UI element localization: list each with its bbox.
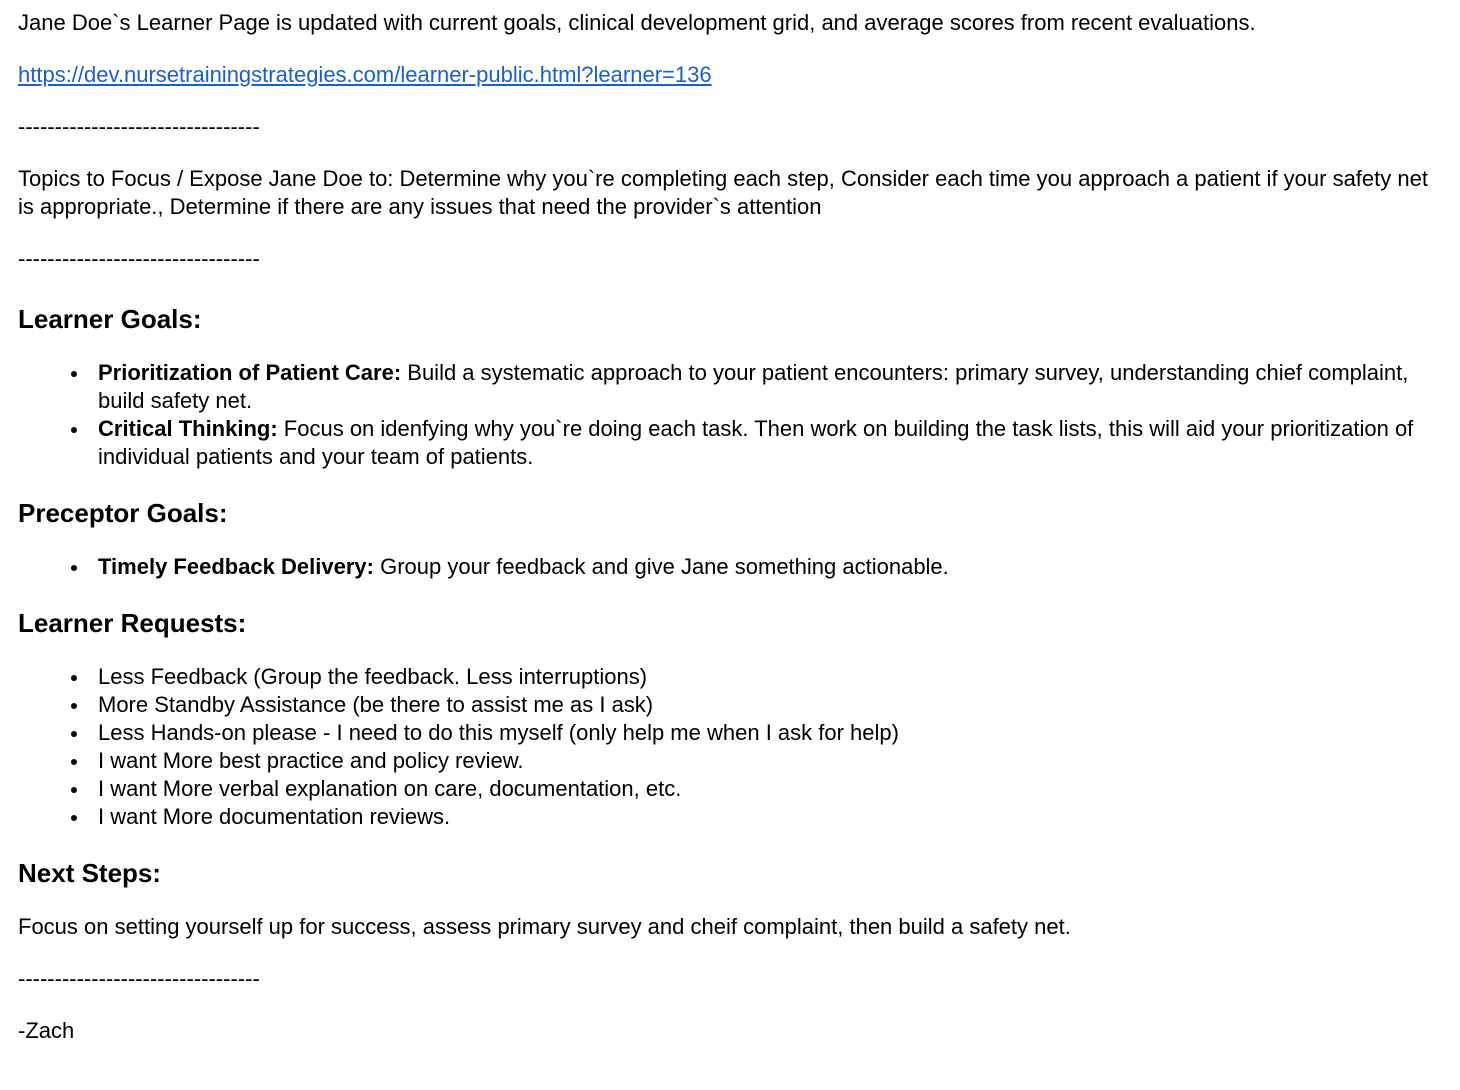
learner-goals-list [18, 359, 1446, 471]
list-item: I want More documentation reviews. [98, 803, 1446, 831]
preceptor-goals-list [18, 553, 1446, 581]
list-item: I want More best practice and policy review. [98, 747, 1446, 775]
list-item [98, 415, 1446, 471]
goal-text: Build a systematic approach to your patient encounters: primary survey, understanding chief complaint, build safety net. [98, 360, 1409, 413]
topics-text: Topics to Focus / Expose Jane Doe to: Determine why you`re completing each step, Consider each time you approach a patient if your safety net is appropriate., Determine if there are any issues that need the provider`s attention [18, 166, 1428, 219]
list-item [98, 359, 1446, 415]
learner-requests-heading: Learner Requests: [18, 608, 247, 638]
list-item: I want More verbal explanation on care, documentation, etc. [98, 775, 1446, 803]
next-steps-heading: Next Steps: [18, 858, 162, 888]
learner-goals-heading: Learner Goals: [18, 304, 202, 334]
link-line [18, 61, 1446, 89]
goal-title: Critical Thinking: [98, 416, 278, 441]
divider: --------------------------------- [18, 246, 260, 271]
intro-text: Jane Doe`s Learner Page is updated with current goals, clinical development grid, and average scores from recent evaluations. [18, 10, 1256, 35]
list-item [98, 553, 1446, 581]
next-steps-text: Focus on setting yourself up for success, assess primary survey and cheif complaint, then build a safety net. [18, 914, 1071, 939]
list-item: More Standby Assistance (be there to assist me as I ask) [98, 691, 1446, 719]
goal-text: Focus on idenfying why you`re doing each task. Then work on building the task lists, this will aid your prioritization of individual patients and your team of patients. [98, 416, 1414, 469]
divider: --------------------------------- [18, 114, 260, 139]
list-item: Less Feedback (Group the feedback. Less interruptions) [98, 663, 1446, 691]
divider: --------------------------------- [18, 966, 260, 991]
learner-page-link[interactable]: https://dev.nursetrainingstrategies.com/learner-public.html?learner=136 [18, 62, 712, 87]
learner-requests-list [18, 663, 1446, 831]
preceptor-goals-heading: Preceptor Goals: [18, 498, 228, 528]
goal-text: Group your feedback and give Jane something actionable. [373, 554, 949, 579]
goal-title: Prioritization of Patient Care: [98, 360, 402, 385]
signature: -Zach [18, 1018, 75, 1043]
goal-title: Timely Feedback Delivery: [98, 554, 374, 579]
list-item: Less Hands-on please - I need to do this myself (only help me when I ask for help) [98, 719, 1446, 747]
